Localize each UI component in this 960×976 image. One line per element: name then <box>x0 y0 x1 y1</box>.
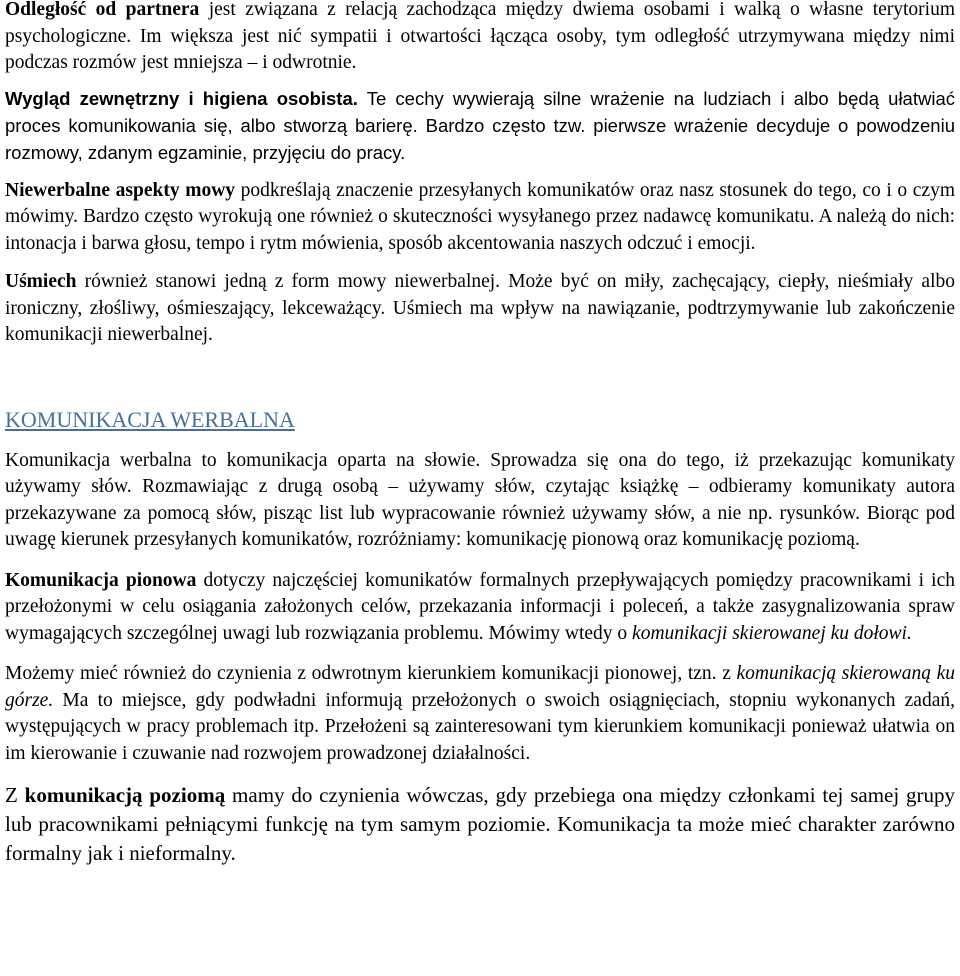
italic-upward-communication: komunikacją skierowaną ku górze. <box>5 663 955 711</box>
text-upward-after: Ma to miejsce, gdy podwładni informują przełożonych o swoich osiągnięciach, stopniu wykonanych zadań, występujących w pracy problemach itp. Przełożeni są zainteresowani tym kierunkiem komunikacji ponieważ ułatwia on im kierowanie i czuwanie nad rozwojem prowadzonej działalności. <box>5 689 955 764</box>
text-horizontal-lead: Z <box>5 783 25 807</box>
document-page <box>5 0 955 868</box>
term-appearance: Wygląd zewnętrzny i higiena osobista. <box>5 87 358 109</box>
text-appearance: Te cechy wywierają silne wrażenie na ludziach i albo będą ułatwiać proces komunikowania się, albo stworzą barierę. Bardzo często tzw. pierwsze wrażenie decyduje o powodzeniu rozmowy, zdanym egzaminie, przyjęciu do pracy. <box>5 87 955 163</box>
term-vertical-communication: Komunikacja pionowa <box>5 569 197 591</box>
term-partner-distance: Odległość od partnera <box>5 0 200 20</box>
paragraph-appearance <box>5 85 955 166</box>
text-smile: również stanowi jedną z form mowy niewerbalnej. Może być on miły, zachęcający, ciepły, nieśmiały albo ironiczny, złośliwy, ośmieszający, lekceważący. Uśmiech ma wpływ na nawiązanie, podtrzymywanie lub zakończenie komunikacji niewerbalnej. <box>5 271 955 345</box>
text-verbal-communication: Komunikacja werbalna to komunikacja oparta na słowie. Sprowadza się ona do tego, iż przekazując komunikaty używamy słów. Rozmawiając z drugą osobą – używamy słów, czytając książkę – odbieramy komunikaty autora przekazywane za pomocą słów, pisząc list lub wypracowanie również używamy słów, a nie np. rysunków. Biorąc pod uwagę kierunek przesyłanych komunikatów, rozróżniamy: komunikację pionową oraz komunikację poziomą. <box>5 449 955 550</box>
text-partner-distance: jest związana z relacją zachodząca między dwiema osobami i walką o własne terytorium psychologiczne. Im większa jest nić sympatii i otwartości łącząca osoby, tym odległość utrzymywana między nimi podczas rozmów jest mniejsza – i odwrotnie. <box>5 0 956 73</box>
section-heading-verbal-communication: KOMUNIKACJA WERBALNA <box>5 406 295 432</box>
text-horizontal-communication: mamy do czynienia wówczas, gdy przebiega ona między członkami tej samej grupy lub pracownikami pełniącymi funkcję na tym samym poziomie. Komunikacja ta może mieć charakter zarówno formalny jak i nieformalny. <box>5 783 956 865</box>
text-upward-before: Możemy mieć również do czynienia z odwrotnym kierunkiem komunikacji pionowej, tzn. z <box>5 663 737 684</box>
text-nonverbal-speech: podkreślają znaczenie przesyłanych komunikatów oraz nasz stosunek do tego, co i o czym mówimy. Bardzo często wyrokują one również o skuteczności wysyłanego przez nadawcę komunikatu. A należą do nich: intonacja i barwa głosu, tempo i rytm mówienia, sposób akcentowania naszych odczuć i emocji. <box>5 179 955 254</box>
paragraph-upward-communication <box>5 661 955 767</box>
paragraph-horizontal-communication <box>5 781 955 868</box>
paragraph-vertical-communication <box>5 568 955 648</box>
term-smile: Uśmiech <box>5 271 77 292</box>
paragraph-nonverbal-speech <box>5 178 955 258</box>
paragraph-verbal-communication <box>5 448 955 554</box>
text-vertical-communication: dotyczy najczęściej komunikatów formalnych przepływających pomiędzy pracownikami i ich przełożonymi w celu osiągania założonych celów, przekazania informacji i poleceń, a także zasygnalizowania spraw wymagających szczególnej uwagi lub rozwiązania problemu. Mówimy wtedy o <box>5 569 955 644</box>
italic-downward-communication: komunikacji skierowanej ku dołowi. <box>632 622 912 644</box>
term-horizontal-communication: komunikacją poziomą <box>24 783 226 807</box>
paragraph-partner-distance <box>5 0 955 77</box>
paragraph-smile <box>5 269 955 349</box>
term-nonverbal-speech: Niewerbalne aspekty mowy <box>5 179 236 201</box>
